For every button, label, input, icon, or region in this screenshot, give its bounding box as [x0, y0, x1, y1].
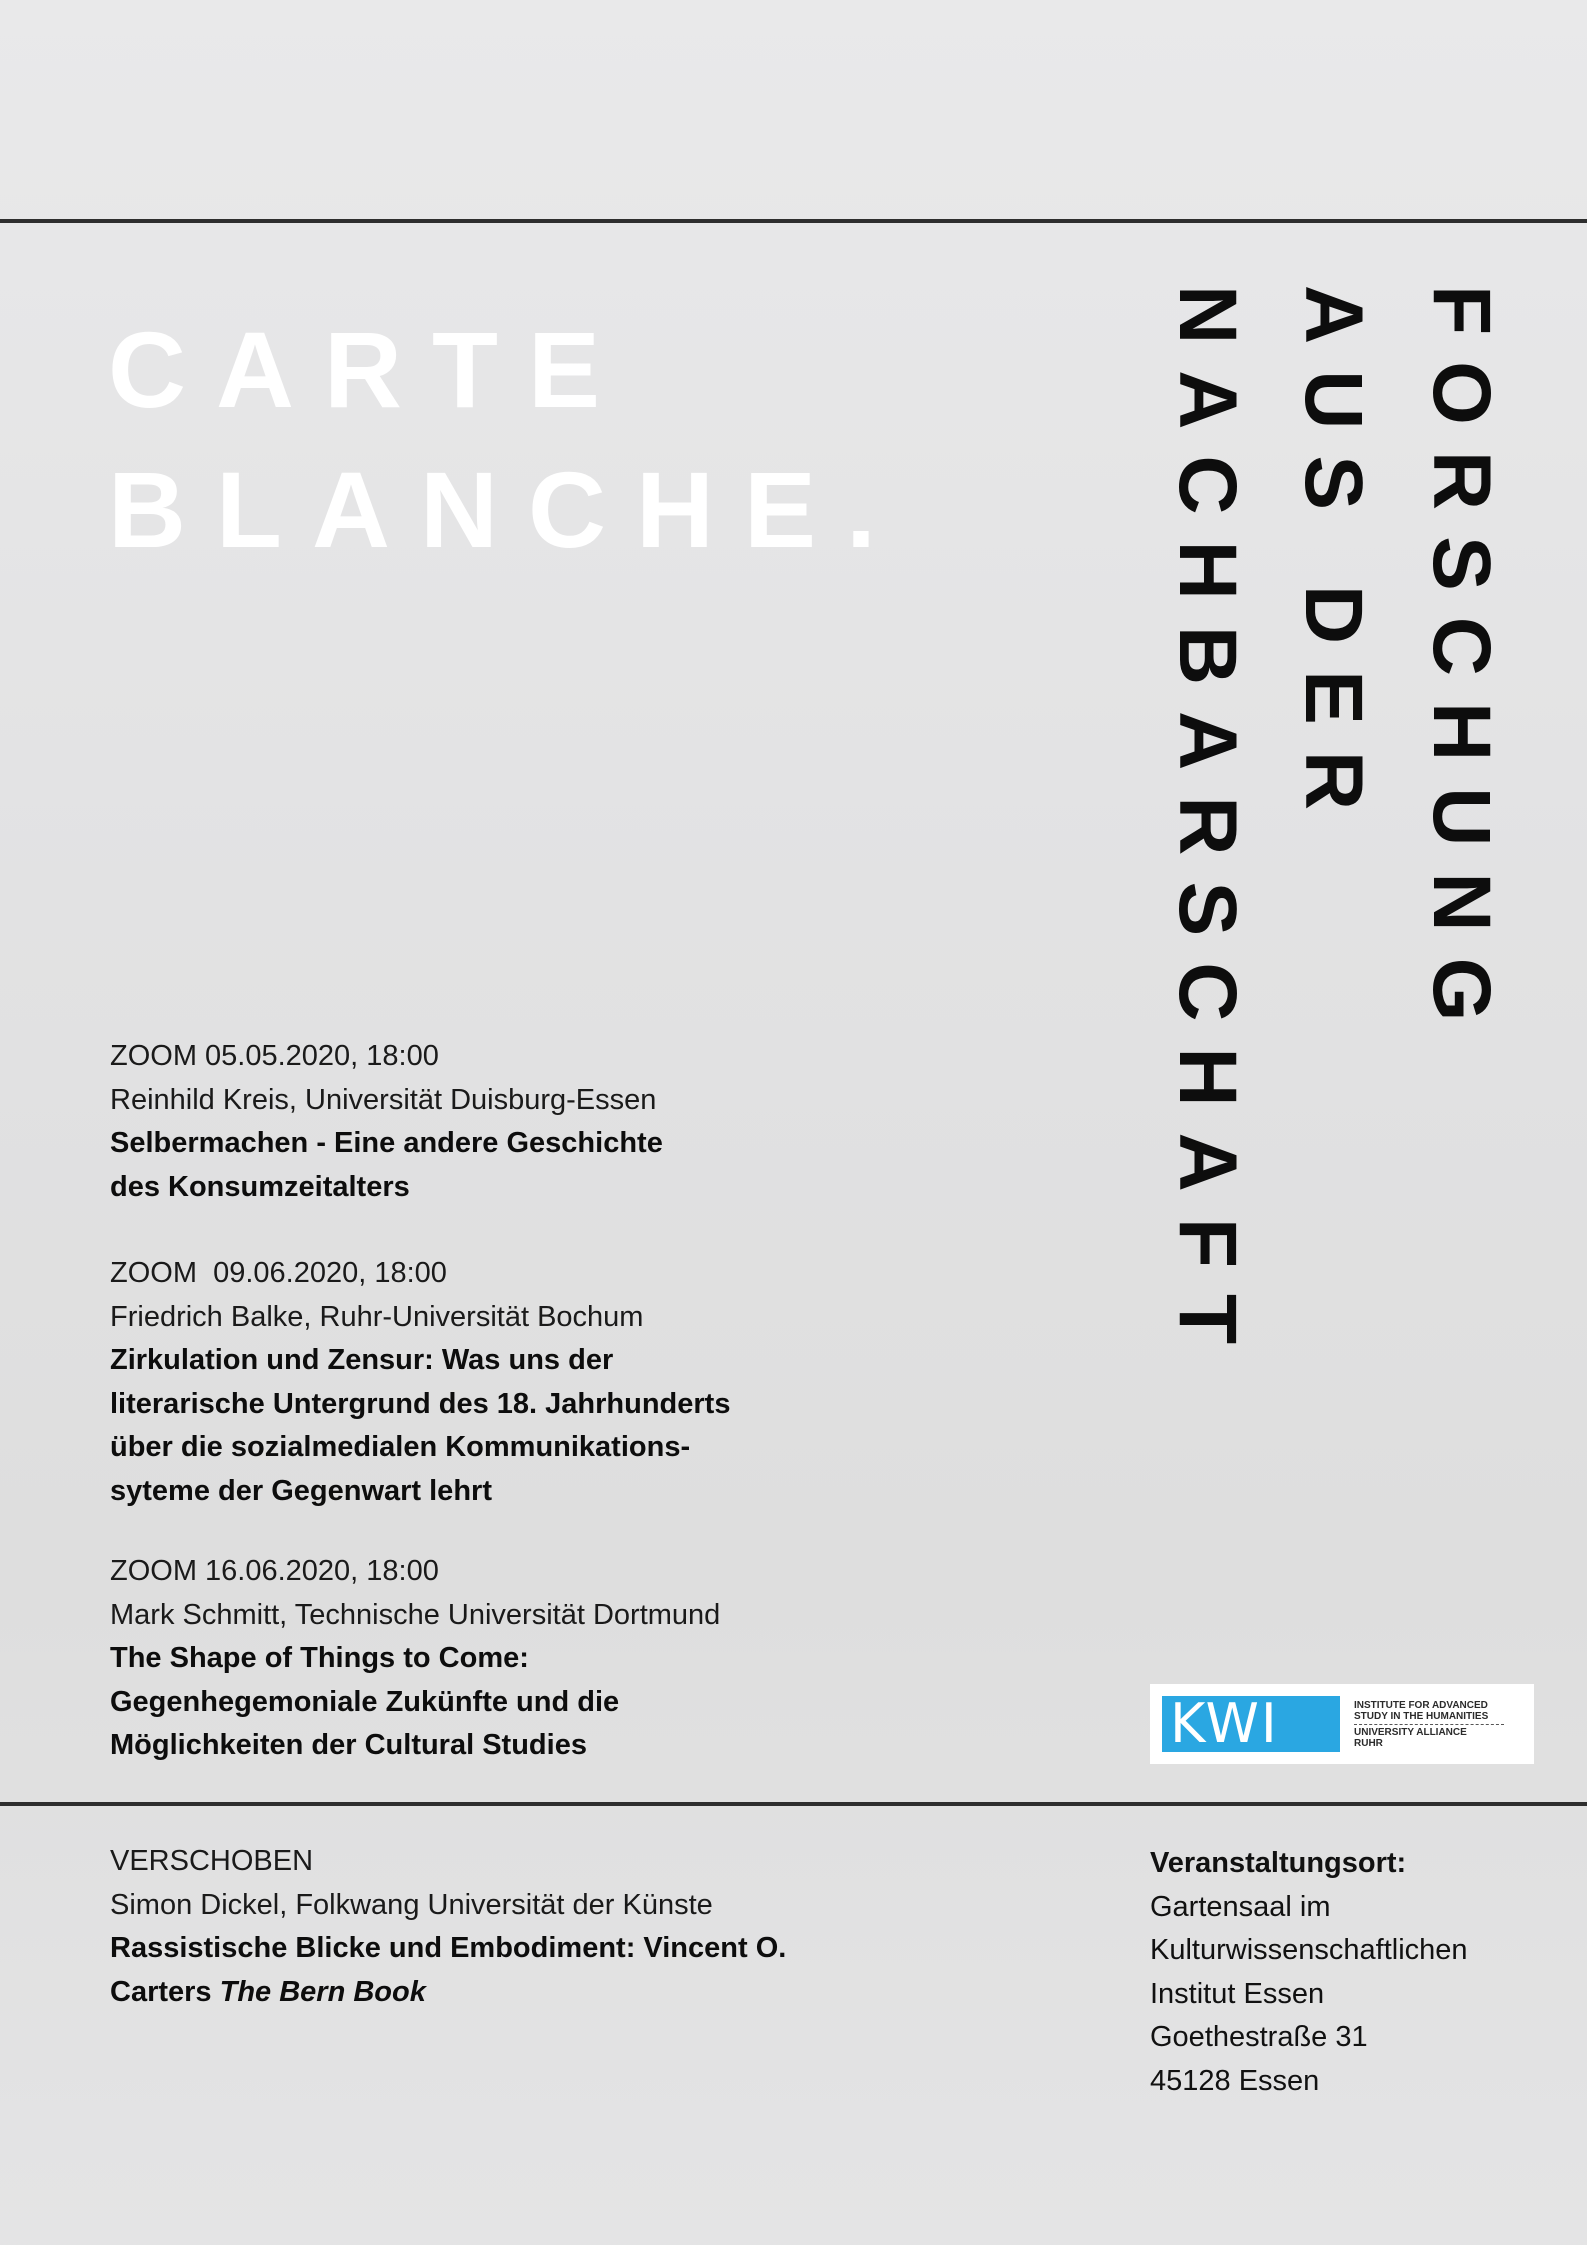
event-talk-title-line: des Konsumzeitalters: [110, 1170, 410, 1203]
event-talk-title-line: syteme der Gegenwart lehrt: [110, 1474, 492, 1507]
event-speaker: Friedrich Balke, Ruhr-Universität Bochum: [110, 1300, 644, 1333]
title-line-2: BLANCHE.: [108, 449, 906, 570]
venue-line: Goethestraße 31: [1150, 2021, 1368, 2053]
logo-text-line: STUDY IN THE HUMANITIES: [1354, 1710, 1489, 1722]
vertical-title-line-2: AUS DER: [1288, 285, 1379, 837]
event-speaker: Mark Schmitt, Technische Universität Dortmund: [110, 1598, 721, 1631]
bottom-divider-line: [0, 1802, 1587, 1806]
event-3: [110, 1550, 720, 1768]
event-talk-title-line: Selbermachen - Eine andere Geschichte: [110, 1127, 663, 1159]
poster-title: [108, 300, 906, 580]
kwi-logo: [1150, 1684, 1534, 1764]
talk-title-prefix: Carters: [110, 1975, 220, 2008]
event-status: VERSCHOBEN: [110, 1845, 314, 1877]
event-4-postponed: [110, 1840, 786, 2014]
event-talk-title-line: Zirkulation und Zensur: Was uns der: [110, 1344, 614, 1376]
title-line-1: CARTE: [108, 309, 630, 430]
venue-line: Gartensaal im: [1150, 1890, 1331, 1923]
event-date: ZOOM 09.06.2020, 18:00: [110, 1257, 447, 1289]
event-talk-title-line: The Shape of Things to Come:: [110, 1642, 529, 1674]
logo-text-line: UNIVERSITY ALLIANCE: [1354, 1726, 1467, 1738]
kwi-logo-letters: KWI: [1170, 1692, 1279, 1755]
venue-line: 45128 Essen: [1150, 2064, 1320, 2097]
event-speaker: Simon Dickel, Folkwang Universität der Künste: [110, 1888, 713, 1921]
venue-line: Institut Essen: [1150, 1977, 1325, 2010]
event-talk-title-line: Rassistische Blicke und Embodiment: Vincent O.: [110, 1932, 787, 1964]
event-talk-title-line: [110, 1971, 786, 2015]
kwi-logo-text: [1354, 1700, 1504, 1749]
event-2: [110, 1252, 730, 1513]
vertical-title-line-1: FORSCHUNG: [1416, 285, 1507, 1048]
event-talk-title-line: literarische Untergrund des 18. Jahrhunderts: [110, 1387, 731, 1420]
logo-text-line: RUHR: [1354, 1737, 1383, 1749]
venue-heading: Veranstaltungsort:: [1150, 1847, 1407, 1879]
event-talk-title-line: Gegenhegemoniale Zukünfte und die: [110, 1685, 620, 1718]
logo-separator: [1354, 1724, 1504, 1725]
event-date: ZOOM 05.05.2020, 18:00: [110, 1040, 439, 1072]
event-talk-title-line: Möglichkeiten der Cultural Studies: [110, 1729, 587, 1761]
event-speaker: Reinhild Kreis, Universität Duisburg-Essen: [110, 1083, 657, 1116]
event-talk-title-line: über die sozialmedialen Kommunikations-: [110, 1431, 691, 1463]
event-1: [110, 1035, 663, 1209]
kwi-logo-mark: [1162, 1692, 1340, 1755]
top-divider-line: [0, 219, 1587, 223]
venue-line: Kulturwissenschaftlichen: [1150, 1934, 1468, 1966]
event-date: ZOOM 16.06.2020, 18:00: [110, 1555, 439, 1587]
vertical-title-line-3: NACHBARSCHAFT: [1162, 285, 1253, 1371]
book-title: The Bern Book: [219, 1975, 426, 2008]
logo-text-line: INSTITUTE FOR ADVANCED: [1354, 1699, 1488, 1711]
venue-block: [1150, 1842, 1468, 2103]
